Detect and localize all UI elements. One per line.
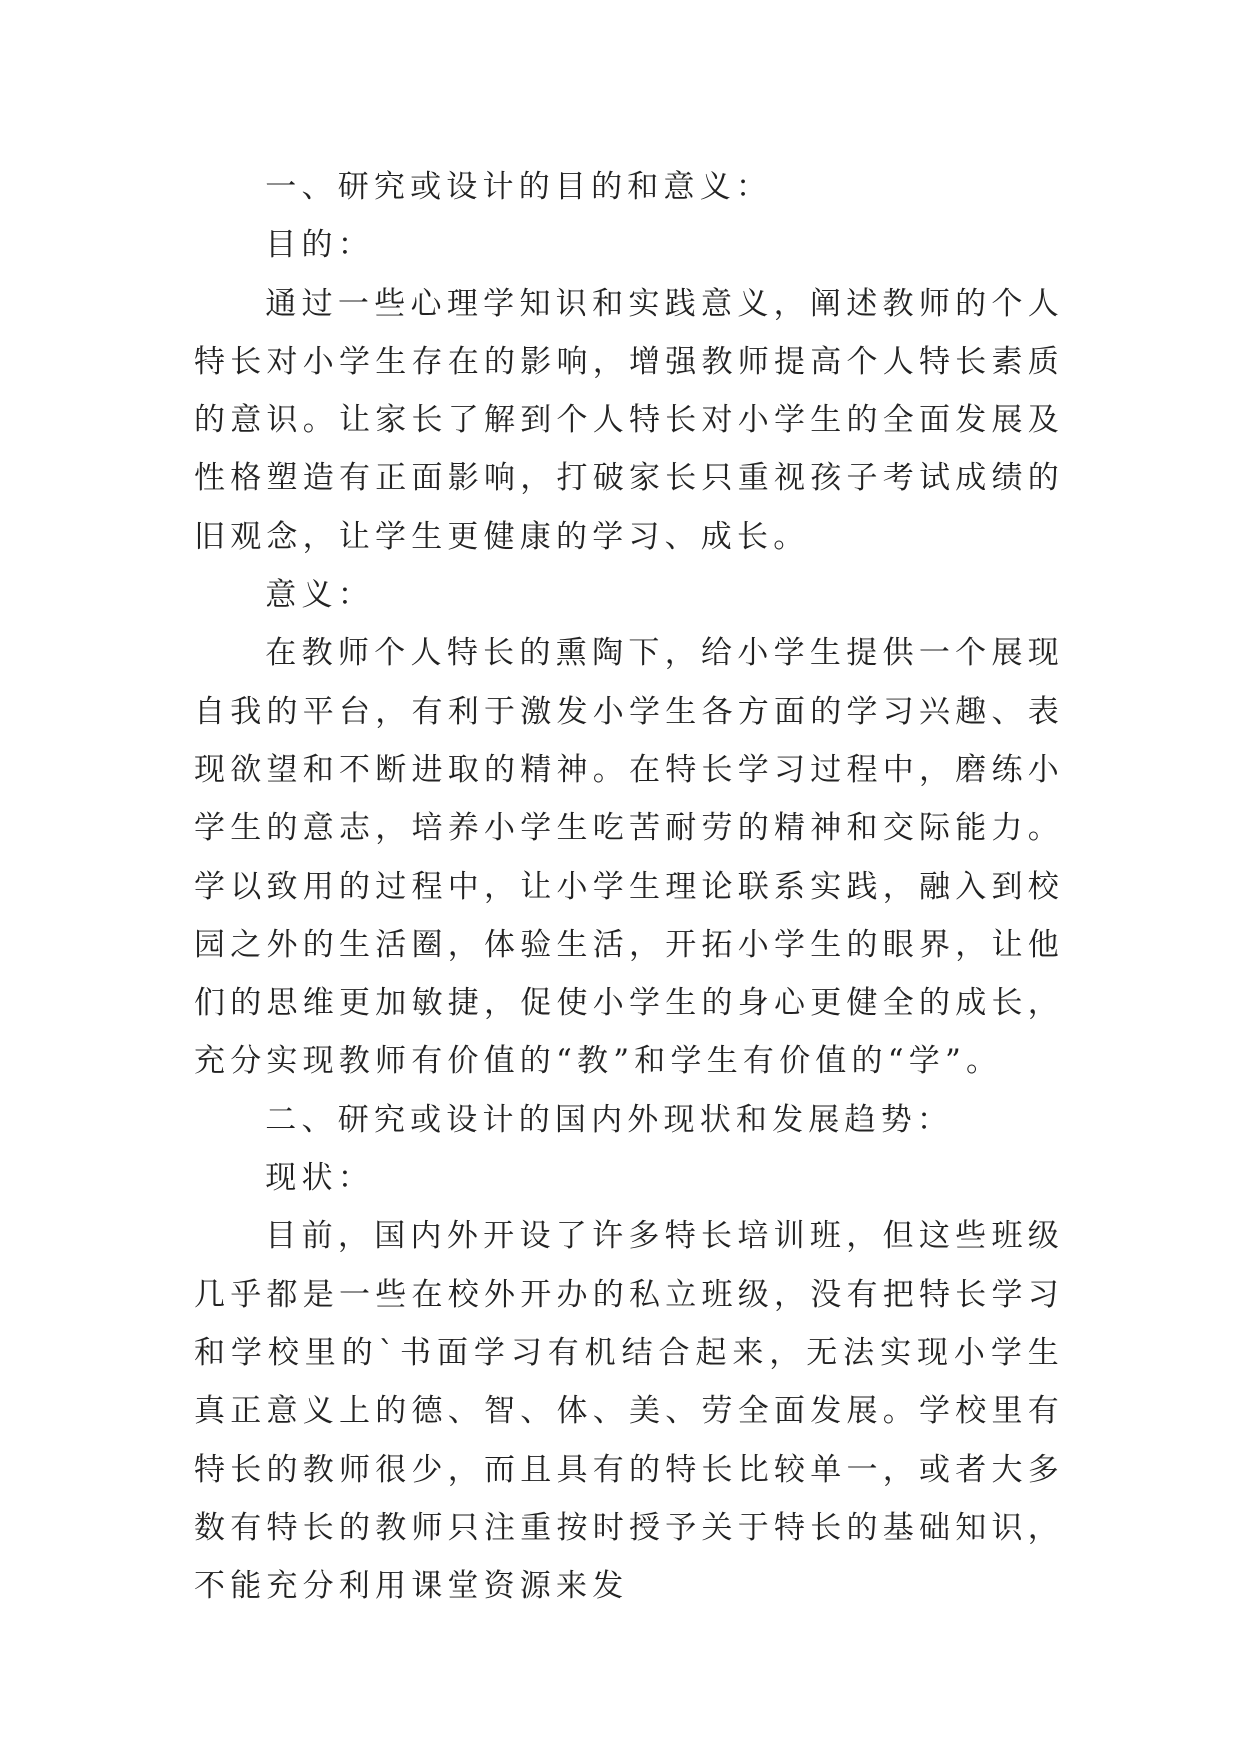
paragraph-significance: 在教师个人特长的熏陶下，给小学生提供一个展现自我的平台，有利于激发小学生各方面的学习兴趣、表现欲望和不断进取的精神。在特长学习过程中，磨练小学生的意志，培养小学生吃苦耐劳的精神和交际能力。学以致用的过程中，让小学生理论联系实践，融入到校园之外的生活圈，体验生活，开拓小学生的眼界，让他们的思维更加敏捷，促使小学生的身心更健全的成长，充分实现教师有价值的“教”和学生有价值的“学”。 — [194, 635, 1064, 1080]
paragraph-purpose: 通过一些心理学知识和实践意义，阐述教师的个人特长对小学生存在的影响，增强教师提高个人特长素质的意识。让家长了解到个人特长对小学生的全面发展及性格塑造有正面影响，打破家长只重视孩子考试成绩的旧观念，让学生更健康的学习、成长。 — [194, 285, 1064, 555]
subheading-status: 现状： — [265, 1160, 374, 1197]
heading-purpose-significance: 一、研究或设计的目的和意义： — [265, 169, 773, 205]
subheading-significance: 意义： — [265, 577, 374, 614]
paragraph-status: 目前，国内外开设了许多特长培训班，但这些班级几乎都是一些在校外开办的私立班级，没有把特长学习和学校里的`书面学习有机结合起来，无法实现小学生真正意义上的德、智、体、美、劳全面发展。学校里有特长的教师很少，而且具有的特长比较单一，或者大多数有特长的教师只注重按时授予关于特长的基础知识，不能充分利用课堂资源来发 — [194, 1218, 1064, 1605]
document-body — [194, 158, 1064, 1615]
subheading-purpose: 目的： — [265, 227, 374, 264]
heading-status-trends: 二、研究或设计的国内外现状和发展趋势： — [265, 1101, 954, 1138]
